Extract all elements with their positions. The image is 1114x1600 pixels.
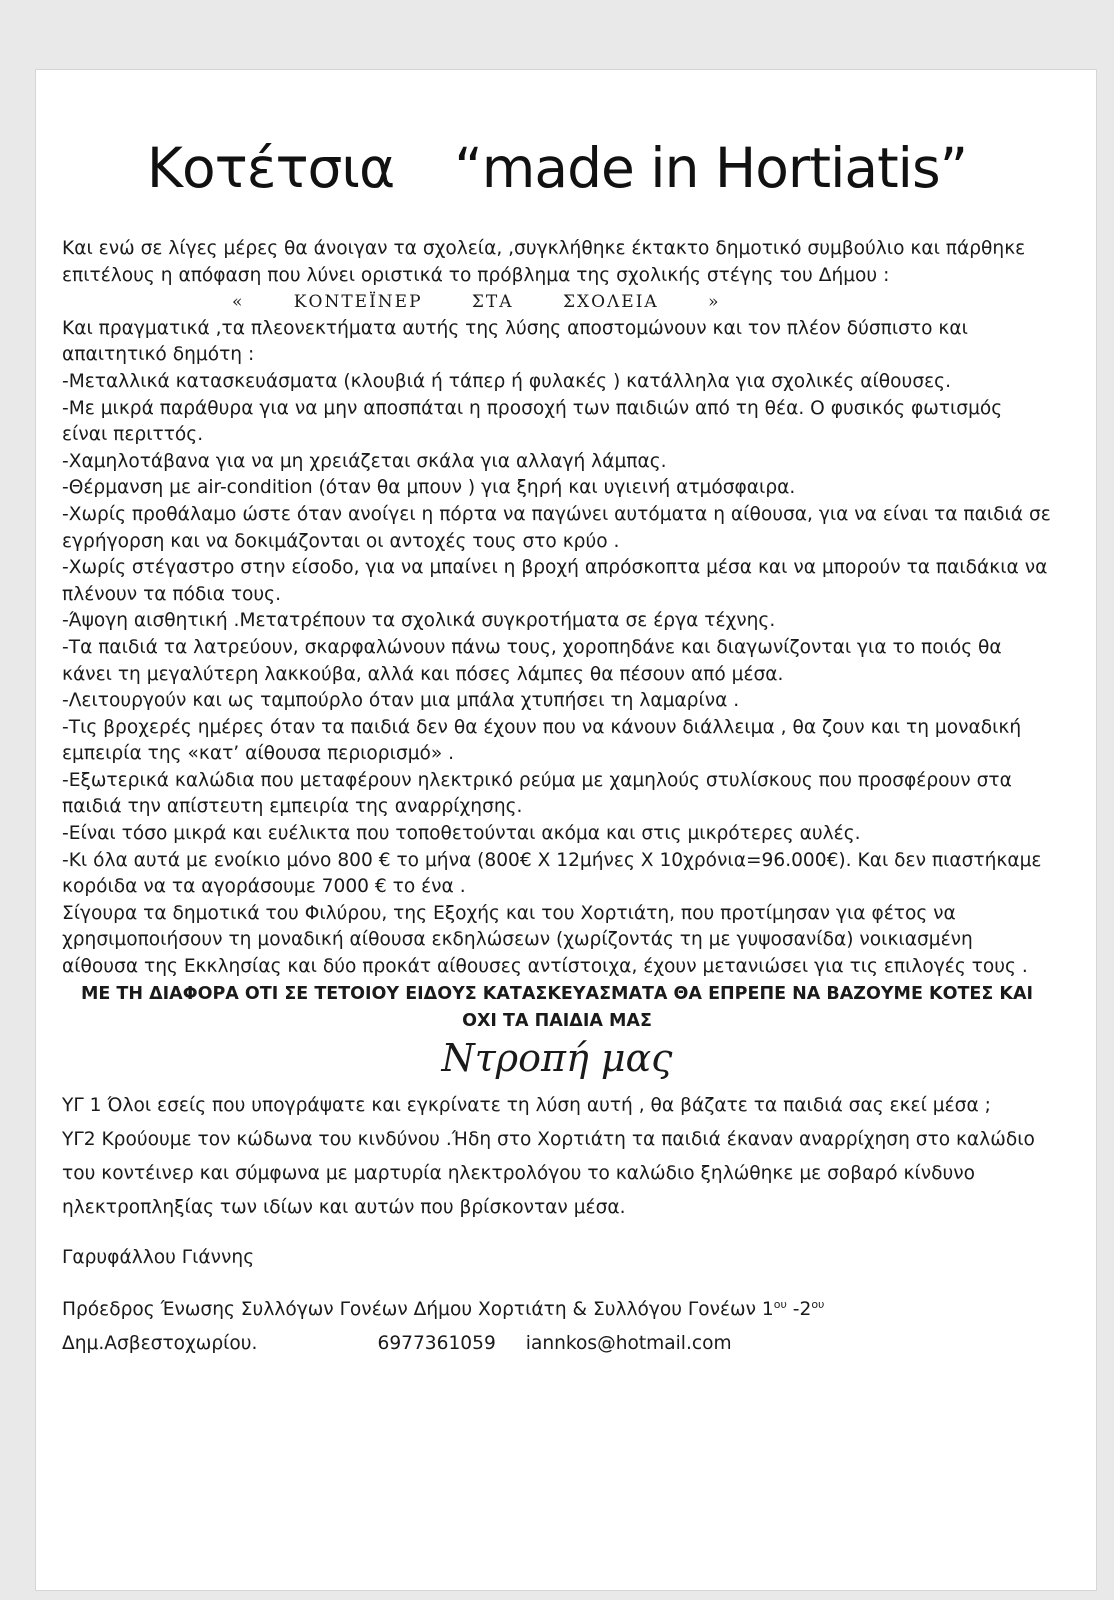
advantage-item: -Εξωτερικά καλώδια που μεταφέρουν ηλεκτρικό ρεύμα με χαμηλούς στυλίσκους που προσφέρουν στα παιδιά την απίστευτη εμπειρία της αναρρίχησης.	[62, 769, 1012, 818]
advantage-item: -Με μικρά παράθυρα για να μην αποσπάται η προσοχή των παιδιών από τη θέα. Ο φυσικός φωτισμός είναι περιττός.	[62, 397, 1003, 446]
advantage-item: -Χωρίς προθάλαμο ώστε όταν ανοίγει η πόρτα να παγώνει αυτόματα η αίθουσα, για να είναι τα παιδιά σε εγρήγορση και να δοκιμάζονται οι αντοχές τους στο κρύο .	[62, 503, 1051, 552]
author-role: Πρόεδρος Ένωσης Συλλόγων Γονέων Δήμου Χορτιάτη & Συλλόγου Γονέων $1^{o\upsilon}$ $-2^{o\upsilon}$	[62, 1297, 825, 1320]
title-english: “made in Hortiatis”	[454, 136, 968, 200]
document-body	[62, 236, 1052, 1361]
page-title	[0, 136, 1114, 200]
advantage-item: -Κι όλα αυτά με ενοίκιο μόνο 800 € το μήνα (800€ Χ 12μήνες Χ 10χρόνια=96.000€). Και δεν πιαστήκαμε κορόιδα να τα αγοράσουμε 7000 € το ένα .	[62, 849, 1042, 898]
school-name: Δημ.Ασβεστοχωρίου.	[62, 1332, 258, 1354]
advantage-item: -Τις βροχερές ημέρες όταν τα παιδιά δεν θα έχουν που να κάνουν διάλλειμα , θα ζουν και τη μοναδική εμπειρία της «κατ’ αίθουσα περιορισμό» .	[62, 716, 1022, 765]
intro-second: Και πραγματικά ,τα πλεονεκτήματα αυτής της λύσης αποστομώνουν και τον πλέον δύσπιστο και απαιτητικό δημότη :	[62, 317, 968, 366]
postscripts	[62, 1089, 1052, 1361]
advantage-item: -Λειτουργούν και ως ταμπούρλο όταν μια μπάλα χτυπήσει τη λαμαρίνα .	[62, 690, 740, 712]
postscript-1: ΥΓ 1 Όλοι εσείς που υπογράψατε και εγκρίνατε τη λύση αυτή , θα βάζατε τα παιδιά σας εκεί μέσα ;	[62, 1094, 991, 1116]
advantage-item: -Μεταλλικά κατασκευάσματα (κλουβιά ή τάπερ ή φυλακές ) κατάλληλα για σχολικές αίθουσες.	[62, 370, 951, 392]
advantage-item: -Τα παιδιά τα λατρεύουν, σκαρφαλώνουν πάνω τους, χοροπηδάνε και διαγωνίζονται για το ποιός θα κάνει τη μεγαλύτερη λακκούβα, αλλά και πόσες λάμπες θα πέσουν από μέσα.	[62, 636, 1002, 685]
handwritten-note: Ντροπή μας	[441, 1035, 673, 1080]
author-name: Γαρυφάλλου Γιάννης	[62, 1246, 255, 1268]
conclusion-paragraph: Σίγουρα τα δημοτικά του Φιλύρου, της Εξοχής και του Χορτιάτη, που προτίμησαν για φέτος να χρησιμοποιήσουν τη μοναδική αίθουσα εκδηλώσεων (χωρίζοντάς τη με γυψοσανίδα) νοικιασμένη αίθουσα της Εκκλησίας και δύο προκάτ αίθουσες αντίστοιχα, έχουν μετανιώσει για τις επιλογές τους .	[62, 902, 1028, 978]
advantage-item: -Άψογη αισθητική .Μετατρέπουν τα σχολικά συγκροτήματα σε έργα τέχνης.	[62, 610, 776, 632]
advantage-item: -Είναι τόσο μικρά και ευέλικτα που τοποθετούνται ακόμα και στις μικρότερες αυλές.	[62, 823, 861, 845]
advantage-item: -Χωρίς στέγαστρο στην είσοδο, για να μπαίνει η βροχή απρόσκοπτα μέσα και να μπορούν τα παιδάκια να πλένουν τα πόδια τους.	[62, 557, 1048, 605]
slogan: « ΚΟΝΤΕΪΝΕΡ ΣΤΑ ΣΧΟΛΕΙΑ »	[232, 292, 721, 313]
postscript-2: ΥΓ2 Κρούουμε τον κώδωνα του κινδύνου .Ήδη στο Χορτιάτη τα παιδιά έκαναν αναρρίχηση στο καλώδιο του κοντέινερ και σύμφωνα με μαρτυρία ηλεκτρολόγου το καλώδιο ξηλώθηκε με σοβαρό κίνδυνο ηλεκτροπληξίας των ιδίων και αυτών που βρίσκονταν μέσα.	[62, 1128, 1035, 1218]
bold-statement: ΜΕ ΤΗ ΔΙΑΦΟΡΑ ΟΤΙ ΣΕ ΤΕΤΟΙΟΥ ΕΙΔΟΥΣ ΚΑΤΑΣΚΕΥΑΣΜΑΤΑ ΘΑ ΕΠΡΕΠΕ ΝΑ ΒΑΖΟΥΜΕ ΚΟΤΕΣ ΚΑΙ ΟΧΙ ΤΑ ΠΑΙΔΙΑ ΜΑΣ	[80, 983, 1034, 1031]
advantage-item: -Χαμηλοτάβανα για να μη χρειάζεται σκάλα για αλλαγή λάμπας.	[62, 450, 667, 472]
advantage-item: -Θέρμανση με air-condition (όταν θα μπουν ) για ξηρή και υγιεινή ατμόσφαιρα.	[62, 477, 796, 499]
contact-line	[62, 1327, 1052, 1361]
phone-number: 6977361059	[377, 1332, 496, 1354]
title-greek: Κοτέτσια	[146, 136, 395, 200]
email-address: iannkos@hotmail.com	[525, 1332, 732, 1354]
intro-paragraph: Και ενώ σε λίγες μέρες θα άνοιγαν τα σχολεία, ,συγκλήθηκε έκτακτο δημοτικό συμβούλιο και πάρθηκε επιτέλους η απόφαση που λύνει οριστικά το πρόβλημα της σχολικής στέγης του Δήμου :« ΚΟΝΤΕΪΝΕΡ ΣΤΑ ΣΧΟΛΕΙΑ »	[62, 236, 1052, 316]
